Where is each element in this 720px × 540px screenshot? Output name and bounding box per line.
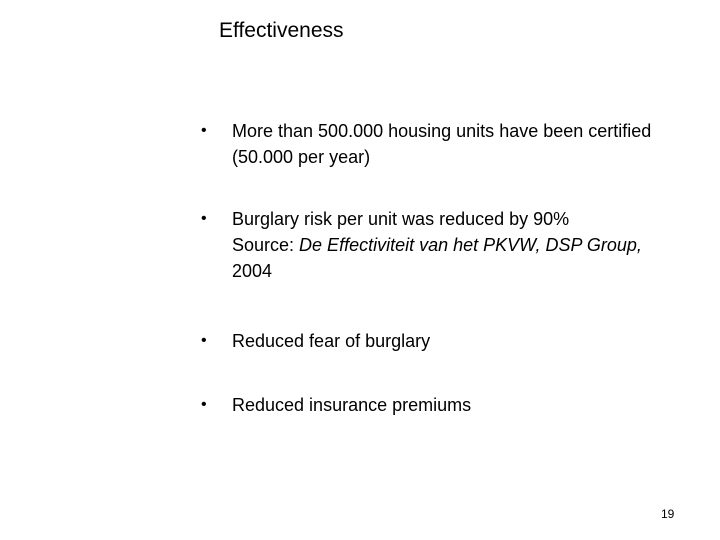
source-title: De Effectiviteit van het PKVW, DSP Group,	[299, 235, 642, 255]
bullet-item-fear	[201, 328, 716, 354]
bullet-text: Reduced insurance premiums	[232, 395, 472, 415]
bullet-dot: •	[201, 210, 207, 227]
bullet-text-continued: (50.000 per year)	[232, 147, 371, 167]
bullet-item-burglary-risk	[201, 206, 716, 284]
page-number: 19	[661, 507, 675, 521]
bullet-dot: •	[201, 332, 207, 349]
bullet-text: Burglary risk per unit was reduced by 90%	[232, 209, 570, 229]
bullet-text: Reduced fear of burglary	[232, 331, 431, 351]
bullet-text: More than 500.000 housing units have been certified	[232, 121, 652, 141]
bullet-item-certified-units	[201, 118, 716, 170]
source-citation	[232, 232, 716, 258]
source-year: 2004	[232, 261, 273, 281]
slide-title: Effectiveness	[219, 19, 344, 42]
bullet-dot: •	[201, 396, 207, 413]
bullet-item-insurance	[201, 392, 716, 418]
bullet-dot: •	[201, 122, 207, 139]
source-label: Source:	[232, 235, 300, 255]
